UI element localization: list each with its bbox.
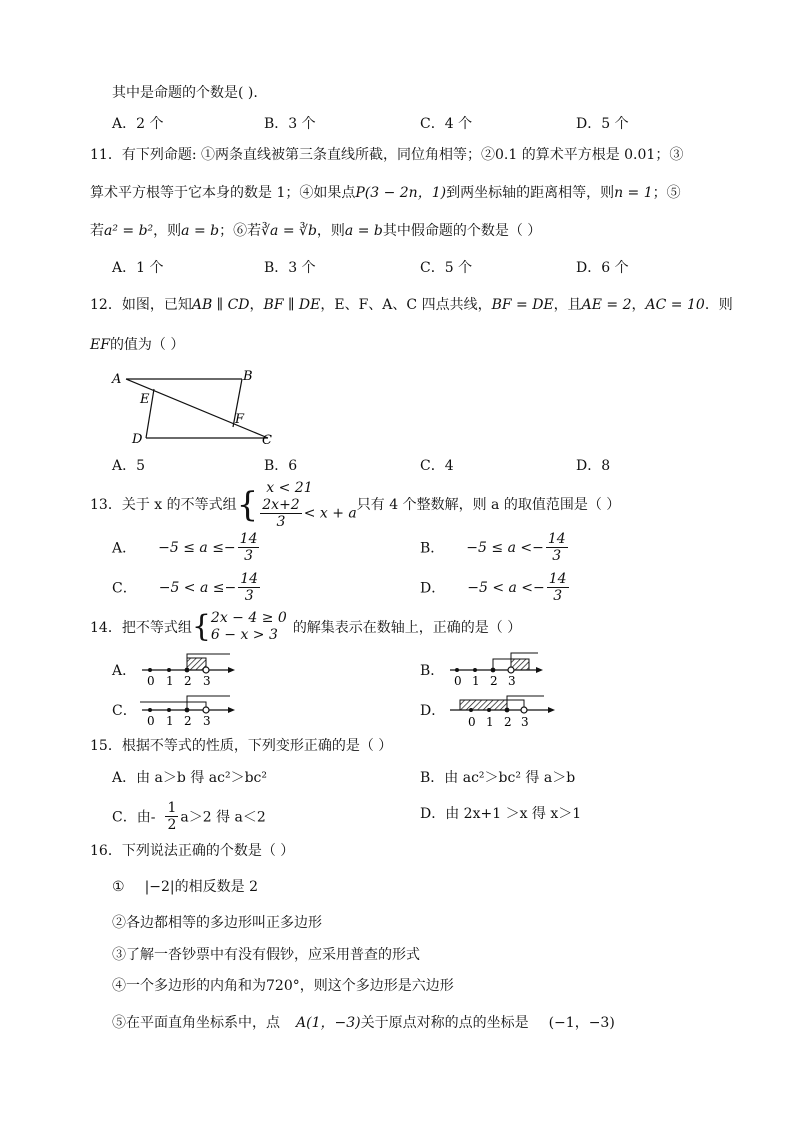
q12-math-3: BF = DE (491, 297, 554, 313)
q12-text: ，E、F、A、C 四点共线， (320, 297, 492, 313)
q12-text: 12．如图，已知 (90, 297, 192, 313)
q13-fraction (260, 497, 301, 530)
tick-label: 0 (147, 674, 155, 688)
option-fraction (546, 531, 568, 564)
q13-option-a[interactable] (112, 531, 261, 564)
frac-den: 3 (553, 588, 563, 604)
option-fraction (547, 571, 569, 604)
q11-text: ；⑥若 (219, 223, 262, 239)
q11-text: 算术平方根等于它本身的数是 1；④如果点 (90, 185, 356, 201)
q11-stem-line1: 11．有下列命题: ①两条直线被第三条直线所截，同位角相等；②0.1 的算术平方根是 0.01；③ (90, 147, 684, 163)
q11-math-3: ∛a = ∛b (261, 223, 317, 239)
q14-text: 的解集表示在数轴上，正确的是（ ） (292, 620, 522, 636)
label-c: C (262, 433, 272, 448)
q11-text: ，则 (153, 223, 182, 239)
q13-sys-top: x < 21 (266, 480, 313, 496)
label-a: A (112, 372, 122, 387)
tick-label: 1 (486, 715, 494, 729)
q16-item-1 (112, 877, 258, 897)
q14-option-b-numberline[interactable] (446, 648, 546, 690)
q16-item-4 (112, 976, 454, 996)
q13-stem (90, 480, 620, 530)
q13-option-c[interactable] (112, 571, 262, 604)
solid-dot (185, 708, 190, 713)
q12-text: ．则 (704, 297, 733, 313)
q12-text: ，且 (553, 297, 582, 313)
q13-option-b[interactable] (420, 531, 570, 564)
tick-label: 3 (521, 715, 529, 729)
q14-stem (90, 610, 521, 644)
open-dot (508, 667, 514, 673)
option-math: −5 ≤ a ≤− (158, 539, 236, 556)
frac-num: 14 (239, 531, 258, 547)
q11-stem-line2 (90, 183, 681, 203)
q16-item-5 (112, 1013, 615, 1033)
option-math: −5 ≤ a <− (466, 539, 544, 556)
q15-option-b[interactable]: B．由 ac²＞bc² 得 a＞b (420, 770, 576, 786)
q12-math-5: AC = 10 (645, 297, 705, 313)
arrow-icon (548, 707, 555, 713)
tick-dot (148, 708, 152, 712)
arrow-icon (228, 707, 235, 713)
left-brace: { (236, 485, 259, 525)
open-dot (521, 707, 527, 713)
q14-option-a-label[interactable]: A． (112, 663, 137, 679)
q14-system (211, 610, 287, 644)
arrow-icon (228, 667, 235, 673)
tick-label: 1 (166, 674, 174, 688)
q14-option-a-numberline[interactable] (138, 648, 238, 688)
q11-math-1: a² = b² (104, 223, 154, 239)
q12-math-4: AE = 2 (581, 297, 632, 313)
hatch-region (460, 700, 507, 710)
tick-dot (167, 668, 171, 672)
q12-option-b[interactable]: B．6 (264, 458, 298, 474)
q15-stem: 15．根据不等式的性质，下列变形正确的是（ ） (90, 738, 393, 754)
q11-text: 其中假命题的个数是（ ） (382, 223, 542, 239)
item-math: (−1，−3) (548, 1015, 615, 1031)
q13-sys-bottom (258, 497, 357, 530)
left-brace: { (191, 609, 211, 644)
q12-math-2: BF ∥ DE (263, 297, 321, 313)
q12-stem-line1 (90, 295, 733, 315)
tick-label: 2 (184, 714, 192, 728)
item-text: ，则这个多边形是六边形 (299, 978, 454, 994)
q12-figure (108, 366, 288, 448)
q16-item-3: ③了解一沓钞票中有没有假钞，应采用普查的形式 (112, 947, 420, 963)
q15-option-d[interactable]: D．由 2x+1 ＞x 得 x＞1 (420, 806, 582, 822)
q14-option-d-numberline[interactable] (446, 690, 558, 732)
q16-stem: 16．下列说法正确的个数是（ ） (90, 843, 295, 859)
frac-den: 3 (552, 548, 562, 564)
q10-stem: 其中是命题的个数是( ). (112, 85, 258, 101)
q11-option-d[interactable]: D．6 个 (576, 260, 629, 276)
q11-math-n: n = 1 (614, 185, 653, 201)
label-d: D (132, 432, 143, 447)
q11-option-b[interactable]: B．3 个 (264, 260, 316, 276)
option-text: a＞2 得 a＜2 (180, 809, 266, 826)
q12-text: ， (631, 297, 646, 313)
tick-label: 3 (203, 674, 211, 688)
tick-label: 0 (147, 714, 155, 728)
option-label: C． (112, 580, 137, 597)
q12-math-ef: EF (90, 337, 110, 353)
frac-num: 1 (167, 800, 177, 816)
option-text: C．由- (112, 809, 156, 826)
q13-sys-tail: < x + a (303, 505, 357, 522)
tick-dot (455, 668, 459, 672)
q11-math-point: P(3 − 2n，1) (355, 185, 447, 201)
frac-num: 14 (547, 531, 566, 547)
tick-label: 1 (472, 674, 480, 688)
frac-num: 14 (548, 571, 567, 587)
item-marker: ① (112, 879, 125, 895)
item-math: A(1，−3) (296, 1015, 361, 1031)
q12-option-a[interactable]: A．5 (112, 458, 146, 474)
option-label: A． (112, 540, 137, 557)
q14-option-b-label[interactable]: B． (420, 663, 445, 679)
q14-option-c-numberline[interactable] (138, 690, 238, 730)
q13-frac-den: 3 (276, 514, 286, 530)
tick-label: 0 (454, 674, 462, 688)
frac-num: 14 (240, 571, 259, 587)
q11-text: 到两坐标轴的距离相等，则 (446, 185, 615, 201)
q14-sys-top: 2x − 4 ≥ 0 (210, 610, 287, 626)
q10-option-a[interactable]: A．2 个 (112, 116, 164, 132)
tick-label: 2 (490, 674, 498, 688)
q13-option-d[interactable] (420, 571, 571, 604)
q11-option-a[interactable]: A．1 个 (112, 260, 164, 276)
option-math: −5 < a ≤− (158, 579, 237, 596)
q14-sys-bottom: 6 − x > 3 (210, 627, 278, 643)
label-e: E (140, 392, 150, 407)
frac-den: 3 (244, 588, 254, 604)
option-fraction (238, 571, 260, 604)
q11-math-4: a = b (344, 223, 383, 239)
q12-text: ， (249, 297, 264, 313)
q12-math-1: AB ∥ CD (191, 297, 250, 313)
solid-dot (185, 668, 190, 673)
option-math: −5 < a <− (467, 579, 545, 596)
q13-text: 只有 4 个整数解，则 a 的取值范围是（ ） (356, 497, 621, 513)
q14-option-c-label[interactable]: C． (112, 703, 137, 719)
tick-label: 2 (504, 715, 512, 729)
q13-frac-num: 2x+2 (262, 497, 300, 513)
q11-text: ，则 (316, 223, 345, 239)
q11-math-2: a = b (181, 223, 220, 239)
tick-label: 2 (184, 674, 192, 688)
frac-den: 2 (167, 817, 177, 833)
q13-text: 13．关于 x 的不等式组 (90, 497, 237, 513)
item-text: 的相反数是 2 (174, 879, 258, 895)
tick-dot (167, 708, 171, 712)
label-b: B (243, 369, 253, 384)
q16-item-2: ②各边都相等的多边形叫正多边形 (112, 915, 322, 931)
item-math: |−2| (144, 879, 175, 895)
tick-label: 3 (203, 714, 211, 728)
q10-option-b[interactable]: B．3 个 (264, 116, 316, 132)
item-text: 关于原点对称的点的坐标是 (360, 1015, 529, 1031)
tick-dot (469, 708, 473, 712)
q12-option-c[interactable]: C．4 (420, 458, 454, 474)
tick-dot (487, 708, 491, 712)
option-fraction (238, 531, 260, 564)
q12-option-d[interactable]: D．8 (576, 458, 611, 474)
solid-dot (491, 668, 496, 673)
frac-den: 3 (244, 548, 254, 564)
option-label: B． (420, 540, 445, 557)
q12-stem-line2 (90, 335, 184, 355)
item-text: ⑤在平面直角坐标系中，点 (112, 1015, 280, 1031)
q14-option-d-label[interactable]: D． (420, 703, 446, 719)
tick-label: 0 (468, 715, 476, 729)
q10-option-d[interactable]: D．5 个 (576, 116, 629, 132)
tick-label: 1 (166, 714, 174, 728)
q15-option-c[interactable] (112, 800, 266, 833)
open-dot (203, 707, 209, 713)
q13-system (258, 480, 357, 530)
solid-dot (505, 708, 510, 713)
option-fraction (165, 800, 178, 833)
label-f: F (235, 412, 245, 427)
tick-label: 3 (508, 674, 516, 688)
tick-dot (148, 668, 152, 672)
open-dot (203, 667, 209, 673)
item-text: ④一个多边形的内角和为 (112, 978, 266, 994)
q11-stem-line3 (90, 221, 541, 241)
q15-option-a[interactable]: A．由 a＞b 得 ac²＞bc² (112, 770, 267, 786)
q10-option-c[interactable]: C．4 个 (420, 116, 473, 132)
tick-dot (473, 668, 477, 672)
item-math: 720° (266, 978, 300, 994)
arrow-icon (536, 667, 543, 673)
q14-text: 14．把不等式组 (90, 620, 192, 636)
q12-text: 的值为（ ） (109, 337, 185, 353)
q11-option-c[interactable]: C．5 个 (420, 260, 473, 276)
q11-text: 若 (90, 223, 104, 239)
option-label: D． (420, 580, 446, 597)
q11-text: ；⑤ (652, 185, 681, 201)
